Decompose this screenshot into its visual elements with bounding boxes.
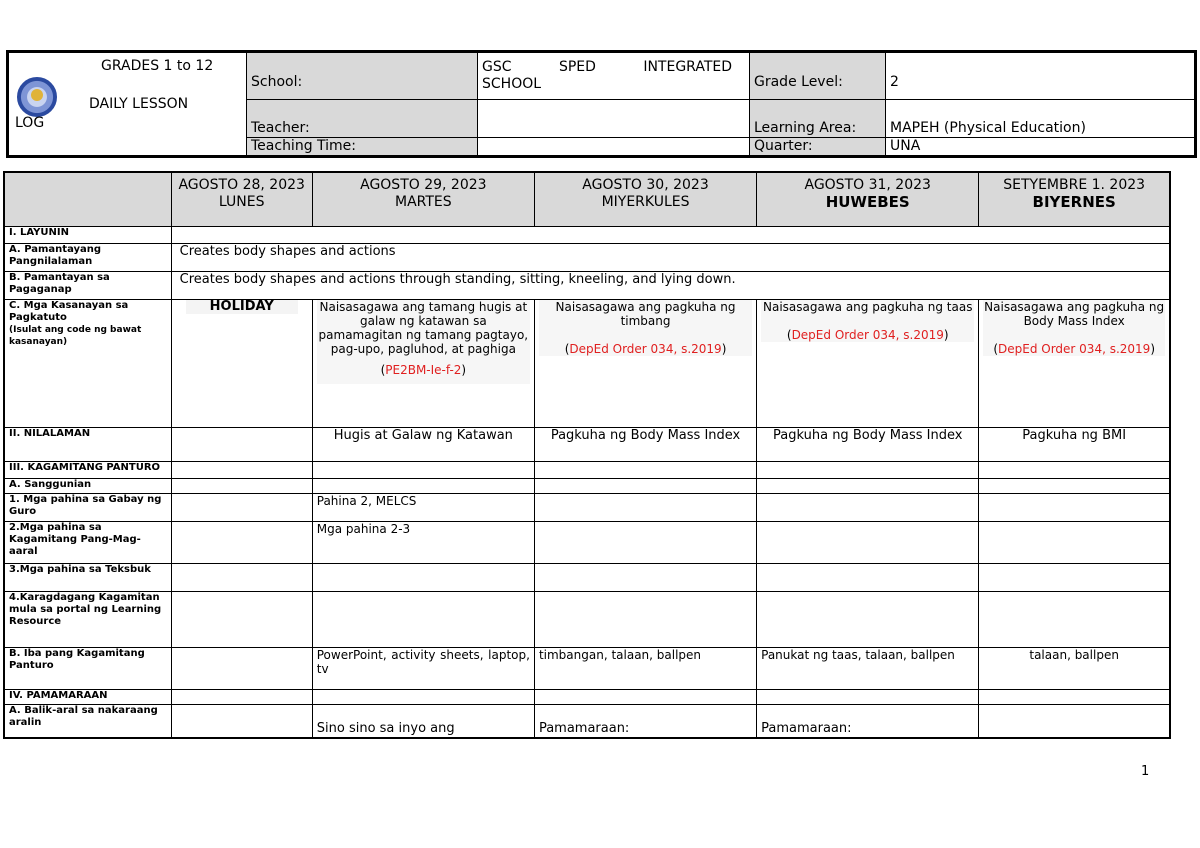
balik-thu: Pamamaraan: — [757, 704, 979, 738]
competency-code: PE2BM-Ie-f-2 — [385, 362, 462, 377]
lesson-log-table — [3, 171, 1171, 739]
table-row — [4, 299, 1170, 427]
title-block — [8, 52, 247, 157]
nil-thu: Pagkuha ng Body Mass Index — [757, 427, 979, 461]
table-row — [4, 704, 1170, 738]
area-value: MAPEH (Physical Education) — [886, 100, 1196, 138]
day-header-thu: AGOSTO 31, 2023 HUWEBES — [757, 172, 979, 226]
pamantayang-value: Creates body shapes and actions — [171, 243, 1170, 271]
table-row — [4, 427, 1170, 461]
gabay-label: 1. Mga pahina sa Gabay ng Guro — [4, 493, 171, 521]
time-label: Teaching Time: — [247, 138, 478, 157]
day-header-row — [4, 172, 1170, 226]
balik-tue: Sino sino sa inyo ang — [312, 704, 534, 738]
school-label: School: — [247, 52, 478, 100]
section-pamamaraan: IV. PAMAMARAAN — [4, 689, 171, 704]
kasanayan-label: C. Mga Kasanayan sa Pagkatuto (Isulat ang code ng bawat kasanayan) — [4, 299, 171, 427]
deped-order-ref: DepEd Order 034, s.2019 — [791, 327, 944, 342]
section-layunin: I. LAYUNIN — [4, 226, 171, 243]
nil-tue: Hugis at Galaw ng Katawan — [312, 427, 534, 461]
table-row — [4, 243, 1170, 271]
karagdagang-label: 4.Karagdagang Kagamitan mula sa portal ng Learning Resource — [4, 591, 171, 647]
iba-label: B. Iba pang Kagamitang Panturo — [4, 647, 171, 689]
table-row — [4, 226, 1170, 243]
iba-fri: talaan, ballpen — [979, 647, 1170, 689]
table-row — [4, 647, 1170, 689]
title-line-3: LOG — [15, 115, 45, 131]
teacher-value — [478, 100, 750, 138]
day-header-mon: AGOSTO 28, 2023 LUNES — [171, 172, 312, 226]
quarter-value: UNA — [886, 138, 1196, 157]
deped-seal-icon — [17, 77, 57, 117]
title-line-1: GRADES 1 to 12 — [101, 58, 214, 74]
table-row — [4, 521, 1170, 563]
section-kagamitan: III. KAGAMITANG PANTURO — [4, 461, 171, 478]
iba-thu: Panukat ng taas, talaan, ballpen — [757, 647, 979, 689]
table-row — [4, 493, 1170, 521]
iba-tue: PowerPoint, activity sheets, laptop, tv — [312, 647, 534, 689]
page-number: 1 — [1141, 764, 1150, 779]
iba-wed: timbangan, talaan, ballpen — [534, 647, 756, 689]
obj-mon — [171, 299, 312, 427]
obj-tue: Naisasagawa ang tamang hugis at galaw ng katawan sa pamamagitan ng tamang pagtayo, pag-upo, pagluhod, at paghiga (PE2BM-Ie-f-2) — [312, 299, 534, 427]
day-header-tue: AGOSTO 29, 2023 MARTES — [312, 172, 534, 226]
pamantayang-label: A. Pamantayang Pangnilalaman — [4, 243, 171, 271]
holiday-label: HOLIDAY — [186, 300, 298, 314]
header-table — [6, 50, 1197, 158]
table-row — [4, 271, 1170, 299]
balik-label: A. Balik-aral sa nakaraang aralin — [4, 704, 171, 738]
nil-fri: Pagkuha ng BMI — [979, 427, 1170, 461]
grade-label: Grade Level: — [750, 52, 886, 100]
title-line-2: DAILY LESSON — [89, 96, 189, 112]
time-value — [478, 138, 750, 157]
teksbuk-label: 3.Mga pahina sa Teksbuk — [4, 563, 171, 591]
pangmag-tue: Mga pahina 2-3 — [312, 521, 534, 563]
section-nilalaman: II. NILALAMAN — [4, 427, 171, 461]
corner-cell — [4, 172, 171, 226]
deped-order-ref: DepEd Order 034, s.2019 — [998, 341, 1151, 356]
balik-wed: Pamamaraan: — [534, 704, 756, 738]
obj-thu: Naisasagawa ang pagkuha ng taas (DepEd Order 034, s.2019) — [757, 299, 979, 427]
table-row — [4, 689, 1170, 704]
day-header-fri: SETYEMBRE 1. 2023 BIYERNES — [979, 172, 1170, 226]
pagaganap-value: Creates body shapes and actions through standing, sitting, kneeling, and lying down. — [171, 271, 1170, 299]
sanggunian-label: A. Sanggunian — [4, 478, 171, 493]
pagaganap-label: B. Pamantayan sa Pagaganap — [4, 271, 171, 299]
gabay-tue: Pahina 2, MELCS — [312, 493, 534, 521]
school-value: GSC SPED INTEGRATED SCHOOL — [478, 52, 750, 100]
grade-value: 2 — [886, 52, 1196, 100]
nil-wed: Pagkuha ng Body Mass Index — [534, 427, 756, 461]
obj-fri: Naisasagawa ang pagkuha ng Body Mass Index (DepEd Order 034, s.2019) — [979, 299, 1170, 427]
table-row — [4, 478, 1170, 493]
quarter-label: Quarter: — [750, 138, 886, 157]
table-row — [4, 461, 1170, 478]
day-header-wed: AGOSTO 30, 2023 MIYERKULES — [534, 172, 756, 226]
table-row — [4, 591, 1170, 647]
obj-wed: Naisasagawa ang pagkuha ng timbang (DepEd Order 034, s.2019) — [534, 299, 756, 427]
deped-order-ref: DepEd Order 034, s.2019 — [569, 341, 722, 356]
table-row — [4, 563, 1170, 591]
teacher-label: Teacher: — [247, 100, 478, 138]
area-label: Learning Area: — [750, 100, 886, 138]
pangmag-label: 2.Mga pahina sa Kagamitang Pang-Mag-aaral — [4, 521, 171, 563]
